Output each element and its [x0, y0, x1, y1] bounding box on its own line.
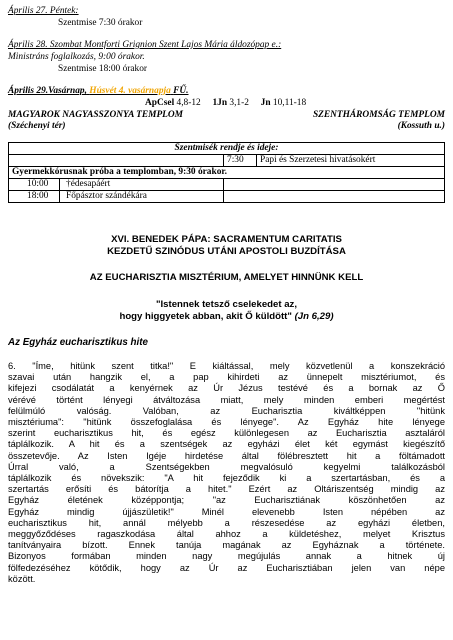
apr29-heading: [8, 86, 189, 97]
paragraph-line: Egyház mindig újjászületik!" Minél elevenebb Isten népében az: [8, 506, 445, 517]
church-right-place: (Kossuth u.): [397, 121, 445, 131]
paragraph-line: Bizonyos formában minden nagy megújulás annak a hitnek új: [8, 551, 445, 562]
reading2-ref: 3,1-2: [229, 98, 249, 108]
mass-intention: Papi és Szerzetesi hivatásokért: [257, 155, 445, 167]
paragraph-line: fölfedezéséhez kötődik, hogy az Úr az Eucharisztiában jelen van népe: [8, 562, 445, 573]
reading3-ref: 10,11-18: [272, 98, 307, 108]
mass-intention: †édesapáért: [66, 179, 111, 189]
reading2-label: 1Jn: [212, 98, 228, 108]
readings: [145, 98, 306, 109]
apr27-heading: Április 27. Péntek:: [8, 6, 79, 16]
paragraph-line: kifejezi csodálatát a kenyérnek az Úr Jézus testévé és a bornak az Ő: [8, 383, 445, 394]
quote-line1: "Istennek tetsző cselekedet az,: [155, 299, 298, 310]
table-row: [9, 167, 445, 179]
paragraph-line: 6. "Íme, hitünk szent titka!" E kiáltással, mely közvetlenül a konszekráció: [8, 361, 445, 371]
paragraph-line: Úrral való, a Szentségekben megvalósuló kegyelmi találkozásból: [8, 461, 445, 472]
quote-line2: hogy higgyetek abban, akit Ő küldött": [119, 311, 292, 322]
article-title-line2: KEZDETŰ SZINÓDUS UTÁNI APOSTOLI BUZDÍTÁSA: [107, 246, 346, 257]
paragraph-line: Egyház életének középpontja; "az Eucharisztiának köszönhetően az: [8, 495, 445, 506]
paragraph-line: misztériuma": "hitünk összefoglalása és lényege". Az Egyház hite lényege: [8, 417, 445, 428]
paragraph-line: szavai után hangzik el, a pap kihirdeti az ünnepelt misztériumot, és: [8, 372, 445, 383]
table-row: [9, 179, 445, 191]
paragraph-line: meggyőződéses ragaszkodása által ahhoz a küldetéshez, melyet Krisztus: [8, 529, 445, 540]
apr28-ministrants: Ministráns foglalkozás, 9:00 órakor.: [8, 52, 145, 62]
mass-time: 7:30: [224, 155, 257, 167]
paragraph-line: tanítványaira bízott. Ennek tanúja magának az Egyháznak a története.: [8, 540, 445, 551]
paragraph-line: eucharisztikus hit, annál mélyebb a részesedése az egyházi életben,: [8, 517, 445, 528]
reading3-label: Jn: [260, 98, 271, 108]
quote-reference: (Jn 6,29): [294, 311, 334, 322]
paragraph-line: táplálkozik és növekszik: "A hit fejeződik ki a szertartásban, és a: [8, 473, 445, 484]
apr28-mass: Szentmise 18:00 órakor: [58, 64, 148, 74]
church-right: SZENTHÁROMSÁG TEMPLOM: [312, 110, 445, 120]
choir-note: Gyermekkórusnak próba a templomban, 9:30 órakor.: [9, 167, 445, 179]
reading1-ref: 4,8-12: [176, 98, 201, 108]
paragraph-line: között.: [8, 573, 36, 584]
table-row: [9, 143, 445, 155]
quote-line2-wrap: [0, 311, 453, 322]
church-left-place: (Széchenyi tér): [8, 121, 66, 131]
mass-intention: Főpásztor szándékára: [66, 191, 147, 201]
section-heading: Az Egyház eucharisztikus hite: [8, 337, 148, 348]
article-subtitle: AZ EUCHARISZTIA MISZTÉRIUM, AMELYET HINNÜNK KELL: [89, 272, 364, 283]
apr29-liturgy-code: FŰ.: [173, 86, 189, 96]
paragraph-line: szertartás erősíti és bátorítja a hitet." Ezért az Oltáriszentség mindig az: [8, 484, 445, 495]
reading1-label: ApCsel: [145, 98, 175, 108]
mass-time: 10:00: [27, 179, 60, 190]
article-paragraph: [8, 361, 445, 585]
article-title-line1: XVI. BENEDEK PÁPA: SACRAMENTUM CARITATIS: [111, 234, 342, 245]
apr29-feast: Húsvét 4. vasárnapja: [89, 86, 171, 96]
mass-schedule-table: [8, 142, 445, 203]
table-row: [9, 191, 445, 203]
paragraph-line: táplálkozik. A hit és a szentségek az egyházi élet két egymást kiegészítő: [8, 439, 445, 450]
apr28-heading: Április 28. Szombat Montforti Grignion Szent Lajos Mária áldozópap e.:: [8, 40, 282, 50]
table-title: Szentmisék rendje és ideje:: [9, 143, 445, 155]
apr27-mass: Szentmise 7:30 órakor: [58, 18, 143, 28]
table-row: [9, 155, 445, 167]
mass-time: 18:00: [27, 191, 60, 202]
apr29-date: Április 29.Vasárnap,: [8, 86, 87, 96]
paragraph-line: összetevője. Az Isten Igéje hirdetése által fölébresztett hit a föltámadott: [8, 450, 445, 461]
paragraph-line: szerint eucharisztikus hit, és egész különlegesen az Eucharisztia asztaláról: [8, 428, 445, 439]
paragraph-line: felülmúló valóság. Valóban, az Eucharisztia kiváltképpen "hitünk: [8, 405, 445, 416]
paragraph-line: vérévé történt lényegi átváltozása miatt, mely minden emberi megértést: [8, 394, 445, 405]
church-left: MAGYAROK NAGYASSZONYA TEMPLOM: [8, 110, 184, 120]
